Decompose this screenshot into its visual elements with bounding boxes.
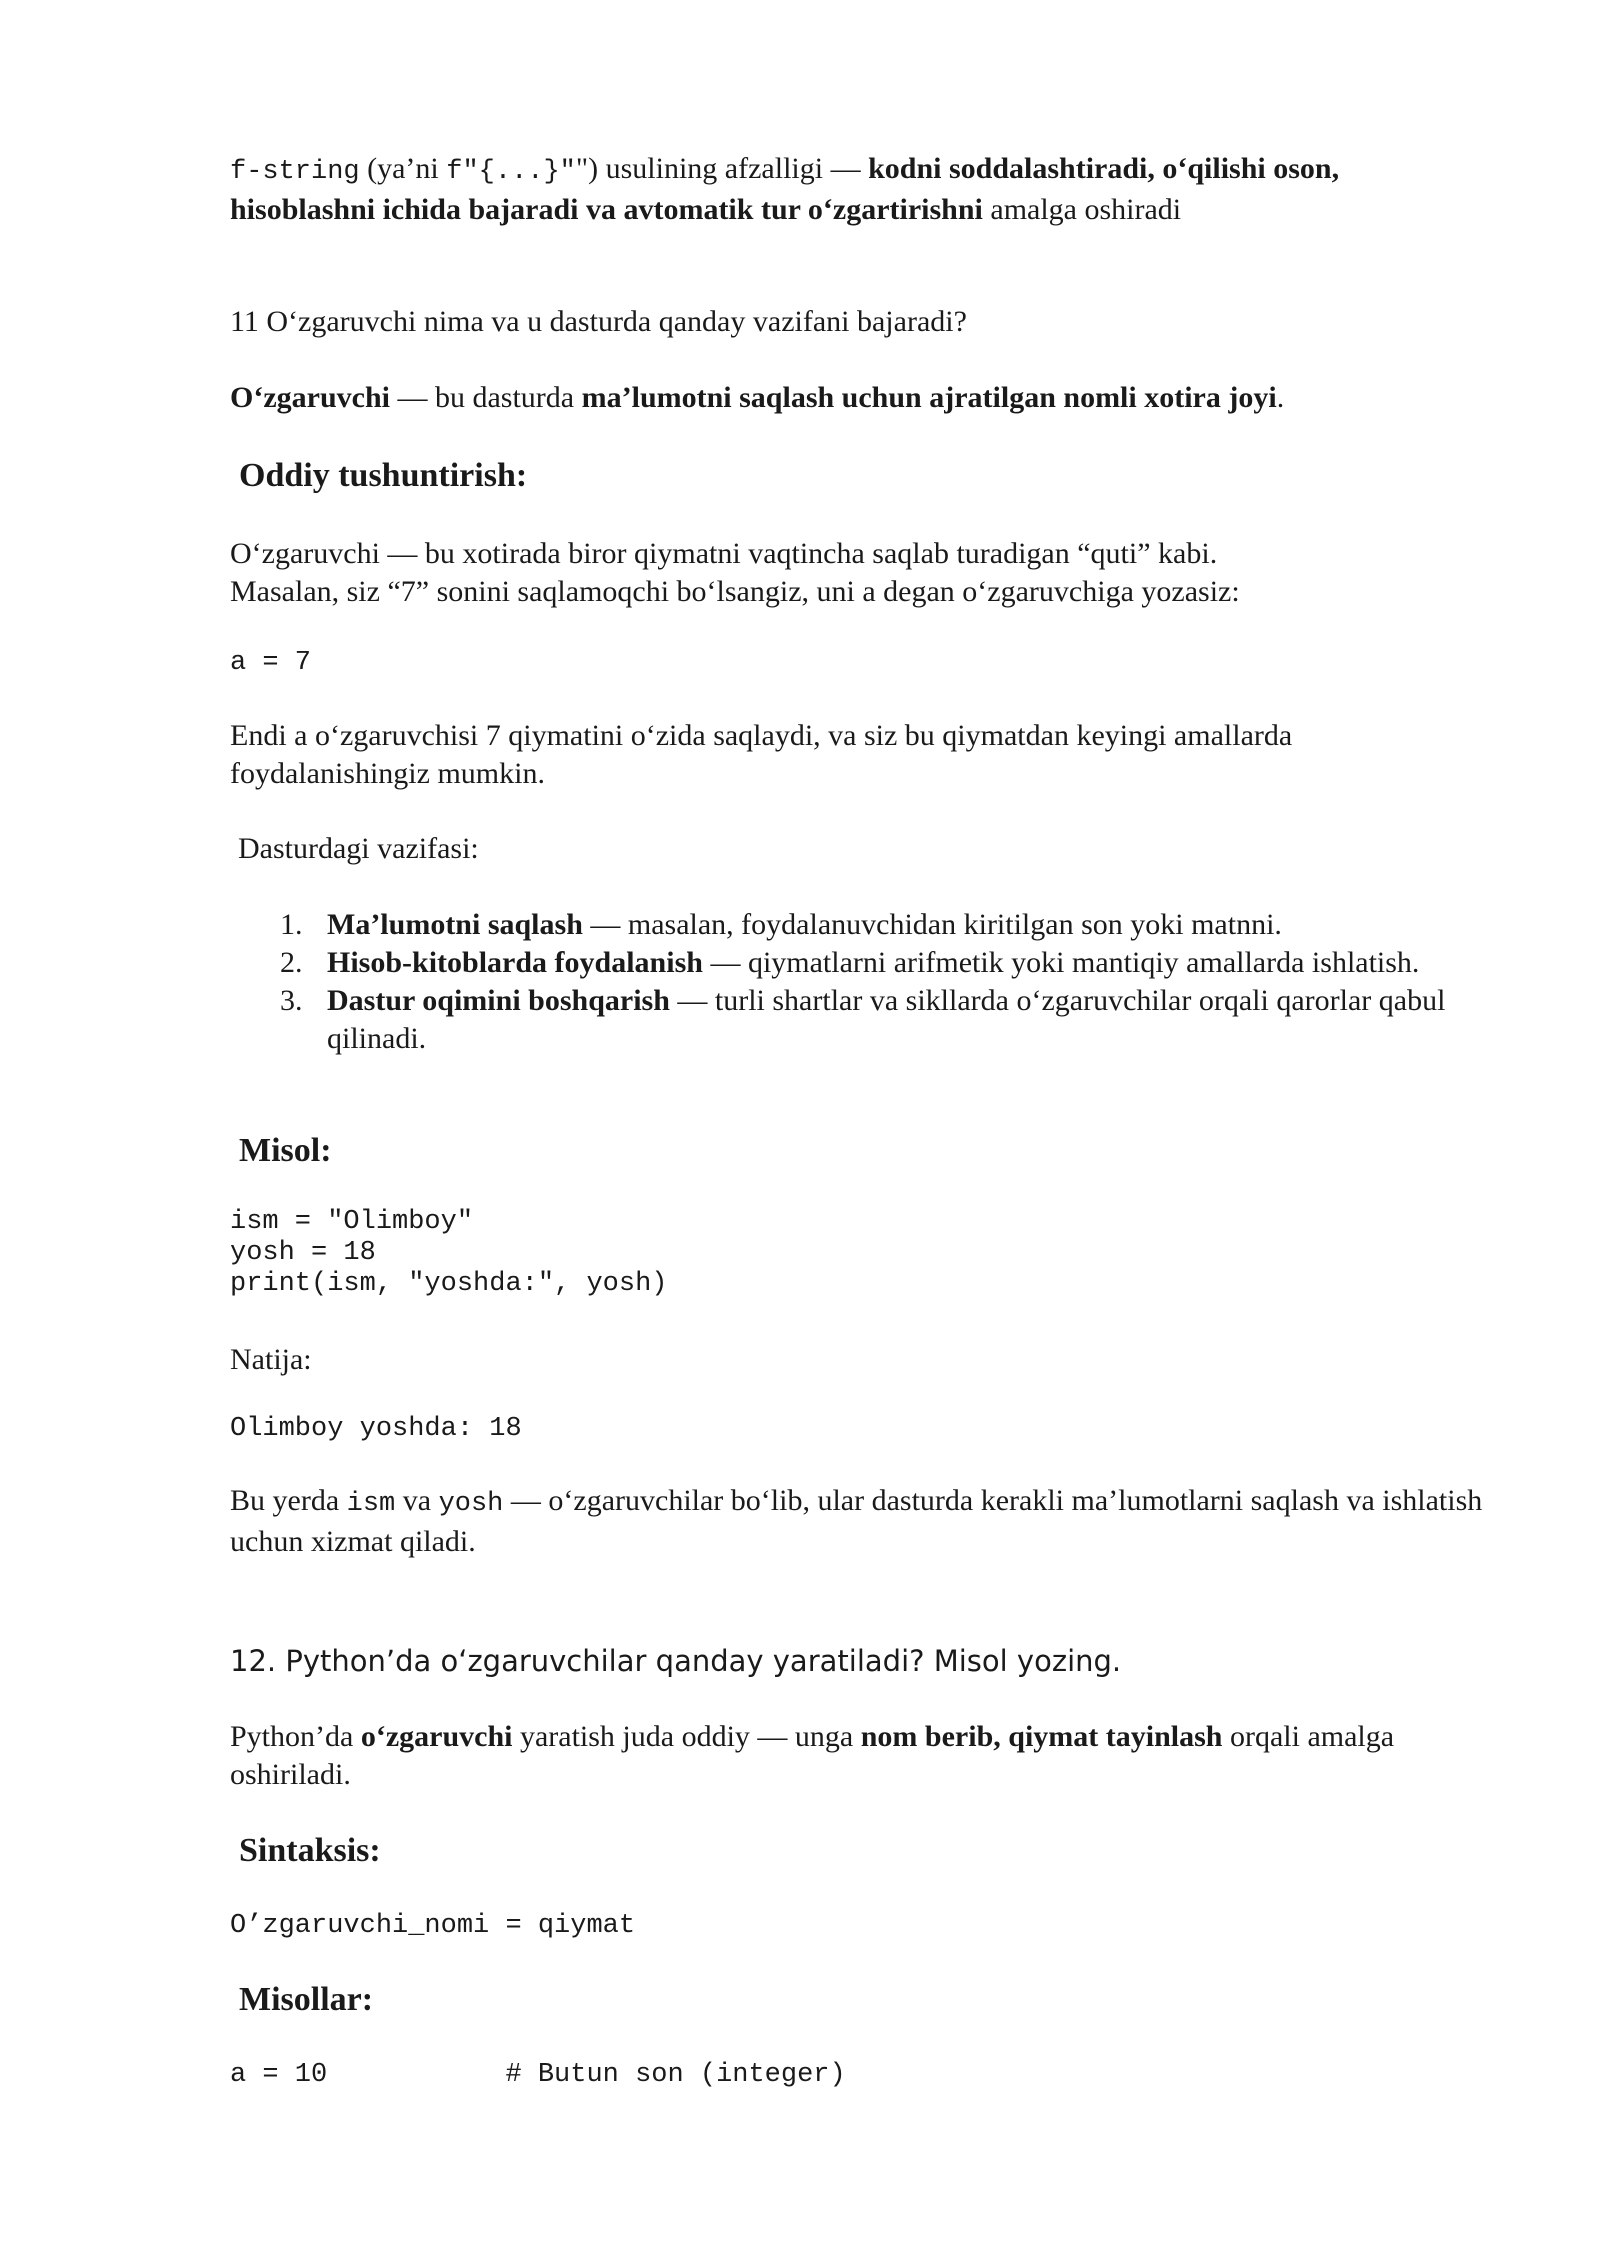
list-number: 2. xyxy=(280,946,303,979)
inline-code: yosh xyxy=(438,1489,504,1519)
text-run: — masalan, foydalanuvchidan kiritilgan son yoki matnni. xyxy=(582,908,1282,941)
list-item xyxy=(230,982,1490,1058)
definition-paragraph xyxy=(230,379,1490,417)
endi-paragraph: Endi a o‘zgaruvchisi 7 qiymatini o‘zida saqlaydi, va siz bu qiymatdan keyingi amallarda foydalanishingiz mumkin. xyxy=(230,719,1293,790)
text-run: va xyxy=(395,1484,439,1517)
bold-run: Dastur oqimini boshqarish xyxy=(327,984,670,1017)
text-run: — qiymatlarni arifmetik yoki mantiqiy amallarda ishlatish. xyxy=(702,946,1420,979)
code-line: ism = "Olimboy" xyxy=(230,1207,474,1237)
code-line: yosh = 18 xyxy=(230,1238,376,1268)
text-run: (ya’ni xyxy=(359,152,447,185)
text-run: . xyxy=(1276,381,1285,414)
tasks-list xyxy=(230,906,1490,1058)
heading-sintaksis: Sintaksis: xyxy=(239,1832,381,1869)
code-block-misol xyxy=(230,1207,667,1300)
heading-misollar: Misollar: xyxy=(239,1981,374,2018)
text-run: orqali amalga oshiriladi. xyxy=(230,1720,1395,1791)
bold-run: o‘zgaruvchi xyxy=(360,1720,513,1753)
bu-yerda-paragraph xyxy=(230,1482,1490,1561)
code-line: print(ism, "yoshda:", yosh) xyxy=(230,1269,668,1299)
text-run: ") usulining afzalligi — xyxy=(575,152,869,185)
list-number: 1. xyxy=(280,908,303,941)
fstring-paragraph xyxy=(230,150,1490,229)
text-run: — o‘zgaruvchilar bo‘lib, ular dasturda kerakli ma’lumotlarni saqlash va ishlatish uchun xizmat qiladi. xyxy=(230,1484,1483,1558)
text-run: Bu yerda xyxy=(230,1484,347,1517)
bold-run: kodni soddalashtiradi, o‘qilishi oson, hisoblashni ichida bajaradi va avtomatik tur o‘zgartirishni xyxy=(230,152,1340,226)
natija-label: Natija: xyxy=(230,1343,312,1376)
question-12: 12. Python’da o‘zgaruvchilar qanday yaratiladi? Misol yozing. xyxy=(230,1644,1122,1678)
text-line: O‘zgaruvchi — bu xotirada biror qiymatni vaqtincha saqlab turadigan “quti” kabi. xyxy=(230,537,1218,570)
inline-code: ism xyxy=(346,1489,396,1519)
inline-code: f-string xyxy=(230,157,360,187)
heading-misol: Misol: xyxy=(239,1132,332,1169)
code-block-misollar: a = 10 # Butun son (integer) xyxy=(230,2060,846,2090)
heading-oddiy-tushuntirish: Oddiy tushuntirish: xyxy=(239,457,528,494)
list-number: 3. xyxy=(280,984,303,1017)
bold-run: ma’lumotni saqlash uchun ajratilgan nomli xotira joyi xyxy=(581,381,1277,414)
text-line: Masalan, siz “7” sonini saqlamoqchi bo‘lsangiz, uni a degan o‘zgaruvchiga yozasiz: xyxy=(230,575,1240,608)
python-paragraph xyxy=(230,1718,1490,1794)
text-run: — bu dasturda xyxy=(389,381,582,414)
bold-run: O‘zgaruvchi xyxy=(230,381,390,414)
text-run: yaratish juda oddiy — unga xyxy=(512,1720,861,1753)
code-block-sintaksis: O’zgaruvchi_nomi = qiymat xyxy=(230,1911,636,1941)
list-item xyxy=(230,944,1490,982)
dasturdagi-vazifasi-label: Dasturdagi vazifasi: xyxy=(238,832,479,865)
text-run: Python’da xyxy=(230,1720,361,1753)
text-run: amalga oshiradi xyxy=(982,193,1182,226)
question-11: 11 O‘zgaruvchi nima va u dasturda qanday vazifani bajaradi? xyxy=(230,305,967,338)
bold-run: Ma’lumotni saqlash xyxy=(327,908,583,941)
simple-explanation xyxy=(230,535,1490,611)
bold-run: Hisob-kitoblarda foydalanish xyxy=(327,946,703,979)
bold-run: nom berib, qiymat tayinlash xyxy=(860,1720,1223,1753)
list-item xyxy=(230,906,1490,944)
inline-code: f"{...}" xyxy=(446,157,576,187)
text-run: — turli shartlar va sikllarda o‘zgaruvchilar orqali qarorlar qabul qilinadi. xyxy=(327,984,1446,1055)
code-block-a7: a = 7 xyxy=(230,648,312,678)
code-block-natija: Olimboy yoshda: 18 xyxy=(230,1414,522,1444)
